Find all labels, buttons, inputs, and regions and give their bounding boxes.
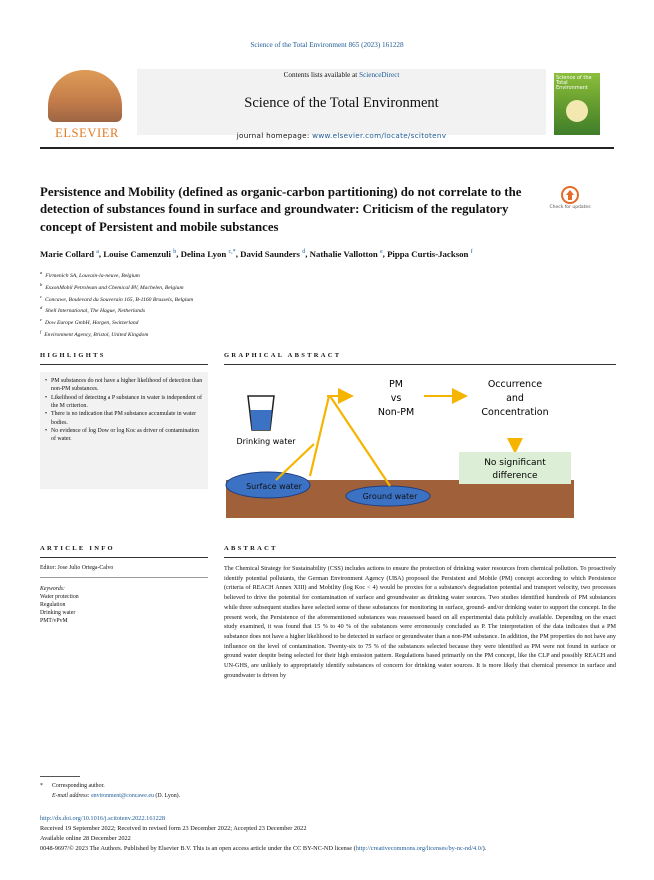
and-label: and (506, 393, 524, 404)
pm-label: PM (389, 379, 403, 390)
author-name[interactable]: Pippa Curtis-Jackson (387, 249, 469, 259)
journal-homepage: journal homepage: www.elsevier.com/locate/scitotenv (236, 131, 447, 140)
received-dates: Received 19 September 2022; Received in revised form 23 December 2022; Accepted 23 December 2022 (40, 824, 307, 832)
ground-water-label: Ground water (362, 492, 418, 501)
publisher-logo-text: ELSEVIER (55, 126, 119, 140)
keywords-block (40, 585, 79, 625)
affiliation-text: ExxonMobil Petroleum and Chemical BV, Machelen, Belgium (45, 284, 184, 291)
highlight-item: • No evidence of log Dow or log Koc as driver of contamination of water. (45, 427, 205, 444)
drinking-water-label: Drinking water (236, 437, 296, 446)
keywords-label: Keywords: (40, 586, 65, 592)
affiliation-list (40, 269, 340, 340)
corresponding-author-line: * Corresponding author. (40, 782, 180, 792)
affiliation (40, 269, 340, 281)
email-link[interactable]: environment@concawe.eu (91, 792, 154, 799)
affiliation-text: Firmenich SA, Louvain-la-neuve, Belgium (45, 272, 140, 279)
result-line-2: difference (492, 471, 538, 481)
concentration-label: Concentration (481, 407, 549, 418)
cover-globe-icon (566, 100, 588, 122)
author: Louise Camenzuli $^b$, (103, 249, 181, 259)
author (387, 249, 473, 259)
abstract-heading: ABSTRACT (224, 545, 278, 552)
corresponding-author-note (40, 782, 180, 801)
cover-title: Science of the Total Environment (556, 75, 592, 91)
affiliation-text: Concawe, Boulevard du Souverain 165, B-1160 Brussels, Belgium (45, 296, 194, 303)
abstract-text: The Chemical Strategy for Sustainability (CSS) includes actions to ensure the protection of drinking water resources from chemical pollution. To proactively identify potential pollutants, the German Environment Agency (UBA) proposed the Persistent and Mobile (PM) concept according to which Persistence (criteria of REACH Annex XIII) and Mobility (log Koc < 4) would be proxies for a substance's degradation potential and transport velocity, two processes believed to drive the potential for contamination of surface and groundwater as drinking water sources. Two studies identified hundreds of PM substances while three subsequent studies have selected some of these substances for monitoring in surface, ground- and/or drinking water to support the concept. In the present work, the Persistence of the aforementioned substances was reassessed based on all experimental data publicly available. Depending on the exact study examined, it was found that 15 % to 40 % of the substances were erroneously concluded as P. The interpretation of the data indicates that a PM substance does not have a higher likelihood to be detected in surface or groundwater than a non-PM substance. In addition, the PM properties do not have any influence on the level of contamination. Twenty-six to 75 % of the substances selected because they were identified as PM were not found in surface or ground water despite being selected for their high emission pattern. Regulations based primarily on the PM concept, like the CLP and possibly REACH and UN-GHS, are unlikely to appropriately identify substances of concern for drinking water sources. It is more likely that chemical presence in surface and groundwater is driven by (224, 565, 616, 679)
email-line: E-mail address: environment@concawe.eu (D. Lyon). (52, 792, 181, 799)
header-divider (40, 147, 614, 149)
journal-title: Science of the Total Environment (244, 95, 439, 111)
footnote-rule (40, 776, 80, 777)
affiliation-mark: a (40, 270, 43, 275)
affiliation-mark: e (40, 317, 42, 323)
author-affiliation-mark[interactable]: c,* (228, 249, 236, 256)
license-link[interactable]: http://creativecommons.org/licenses/by-nc-nd/4.0/ (355, 844, 483, 852)
article-info-heading: ARTICLE INFO (40, 545, 115, 552)
author: Marie Collard $^a$, (40, 249, 104, 259)
graphical-abstract-heading: GRAPHICAL ABSTRACT (224, 352, 342, 359)
highlight-item: • PM substances do not have a higher likelihood of detection than non-PM substances. (45, 377, 205, 394)
publication-info (40, 814, 486, 854)
highlights-list (45, 377, 205, 444)
author-affiliation-mark[interactable]: f (470, 249, 473, 256)
affiliation-text: Environment Agency, Bristol, United Kingdom (44, 331, 149, 338)
license-line: 0048-9697/© 2023 The Authors. Published by Elsevier B.V. This is an open access article under the CC BY-NC-ND license (http://creativecommons.org/licenses/by-nc-nd/4.0/). (40, 844, 487, 852)
contents-line: Contents lists available at ScienceDirect (283, 71, 400, 79)
keywords-list (40, 593, 79, 625)
author-affiliation-mark[interactable]: d (302, 249, 306, 256)
author: David Saunders $^d$, (240, 249, 310, 259)
affiliation (40, 293, 340, 305)
sciencedirect-link[interactable]: ScienceDirect (359, 71, 400, 79)
author-name[interactable]: Marie Collard (40, 249, 94, 259)
non-pm-label: Non-PM (377, 407, 415, 418)
article-info-rule (40, 557, 208, 558)
abstract-rule (224, 557, 616, 558)
author-name[interactable]: Louise Camenzuli (103, 249, 171, 259)
author-affiliation-mark[interactable]: a (96, 249, 99, 256)
graphical-abstract-figure (224, 368, 584, 518)
author-list (40, 249, 620, 259)
online-date: Available online 28 December 2022 (40, 834, 131, 842)
affiliation-text: Shell International, The Hague, Netherlands (45, 308, 145, 315)
author: Delina Lyon $^{c,*}$, (180, 249, 241, 259)
affiliation (40, 316, 340, 328)
keyword: PMT/vPvM (40, 618, 68, 624)
affiliation-mark: c (40, 293, 42, 299)
affiliation-mark: f (40, 328, 42, 334)
article-info-subrule (40, 577, 208, 578)
result-line-1: No significant (484, 458, 546, 468)
affiliation (40, 304, 340, 316)
vs-label: vs (390, 393, 402, 404)
affiliation-mark: d (40, 305, 43, 311)
surface-water-label: Surface water (246, 482, 302, 491)
keyword: Drinking water (40, 610, 76, 616)
keyword: Water protection (40, 594, 79, 600)
article-title: Persistence and Mobility (defined as organic-carbon partitioning) do not correlate to the detection of substances found in surface and groundwater: Criticism of the regulatory concept of Persistent and mobile substances (40, 185, 522, 234)
highlights-heading: HIGHLIGHTS (40, 352, 106, 359)
doi-link[interactable]: http://dx.doi.org/10.1016/j.scitotenv.2022.161228 (40, 815, 166, 822)
highlight-item: • Likelihood of detecting a P substance in water is independent of the M criterion. (45, 394, 205, 411)
affiliation-mark: b (40, 281, 43, 287)
homepage-link[interactable]: www.elsevier.com/locate/scitotenv (312, 131, 447, 140)
drinking-water-level (251, 410, 272, 430)
occurrence-label: Occurrence (487, 379, 543, 390)
highlight-item: • There is no indication that PM substance accumulate in water bodies. (45, 410, 205, 427)
editor-line: Editor: Jose Julio Ortega-Calvo (40, 565, 114, 571)
affiliation (40, 281, 340, 293)
arrow-surface-to-pm (310, 396, 329, 476)
author-name[interactable]: Delina Lyon (180, 249, 227, 259)
keyword: Regulation (40, 602, 66, 608)
asterisk-mark: * (40, 783, 43, 789)
highlights-rule (40, 364, 208, 365)
affiliation-text: Dow Europe GmbH, Horgen, Switzerland (45, 319, 139, 326)
author-name[interactable]: Nathalie Vallotton (309, 249, 378, 259)
affiliation (40, 328, 340, 340)
check-for-updates-label[interactable]: Check for updates (549, 205, 591, 210)
author: Nathalie Vallotton $^e$, (309, 249, 388, 259)
author-affiliation-mark[interactable]: b (173, 249, 177, 256)
journal-citation[interactable]: Science of the Total Environment 865 (2023) 161228 (250, 41, 404, 49)
author-name[interactable]: David Saunders (240, 249, 300, 259)
author-affiliation-mark[interactable]: e (379, 249, 383, 256)
graphical-abstract-rule (224, 364, 616, 365)
